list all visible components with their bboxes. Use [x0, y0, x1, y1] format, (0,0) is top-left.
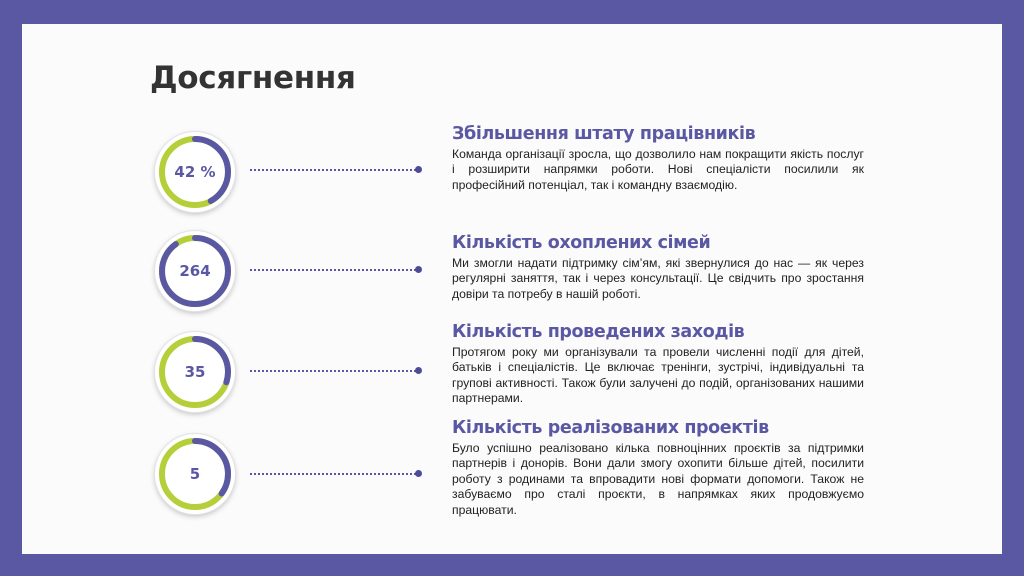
metric-value: 42 %	[174, 163, 216, 181]
achievement-heading: Кількість реалізованих проектів	[452, 418, 769, 438]
slide	[22, 24, 1002, 554]
connector-dot	[415, 367, 422, 374]
metric-value: 35	[184, 363, 206, 381]
achievement-text: Команда організації зросла, що дозволило нам покращити якість послуг і розширити напрямки роботи. Нові спеціалісти посилили як професійний потенціал, так і командну взаємодію.	[452, 147, 864, 192]
achievement-text: Протягом року ми організували та провели численні події для дітей, батьків і спеціалістів. Це включає тренінги, зустрічі, індивідуальні та групові активності. Також були залучені до подій, організованих нашими партнерами.	[452, 345, 864, 406]
achievement-block	[452, 418, 864, 518]
progress-ring	[155, 231, 235, 311]
achievement-block	[452, 233, 864, 302]
dotted-connector	[250, 269, 420, 271]
progress-ring	[155, 434, 235, 514]
metric-value: 5	[189, 465, 201, 483]
achievement-text: Було успішно реалізовано кілька повноцінних проєктів за підтримки партнерів і донорів. Вони дали змогу охопити більше дітей, посилити роботу з родинами та впровадити нові формати допомоги. Також не забуваємо про сталі проєкти, в напрямках яких продовжуємо працювати.	[452, 441, 864, 517]
connector-dot	[415, 470, 422, 477]
achievement-block	[452, 124, 864, 193]
page-title: Досягнення	[150, 60, 356, 96]
connector-dot	[415, 166, 422, 173]
dotted-connector	[250, 370, 420, 372]
progress-ring	[155, 332, 235, 412]
metric-value: 264	[179, 262, 211, 280]
dotted-connector	[250, 169, 420, 171]
achievement-heading: Кількість охоплених сімей	[452, 233, 711, 253]
achievement-heading: Збільшення штату працівників	[452, 124, 756, 144]
achievement-heading: Кількість проведених заходів	[452, 322, 745, 342]
achievement-text: Ми змогли надати підтримку сім’ям, які звернулися до нас — як через регулярні заняття, так і через консультації. Це свідчить про зростання довіри та потребу в нашій роботі.	[452, 256, 864, 301]
dotted-connector	[250, 473, 420, 475]
achievement-block	[452, 322, 864, 407]
progress-ring	[155, 132, 235, 212]
connector-dot	[415, 266, 422, 273]
